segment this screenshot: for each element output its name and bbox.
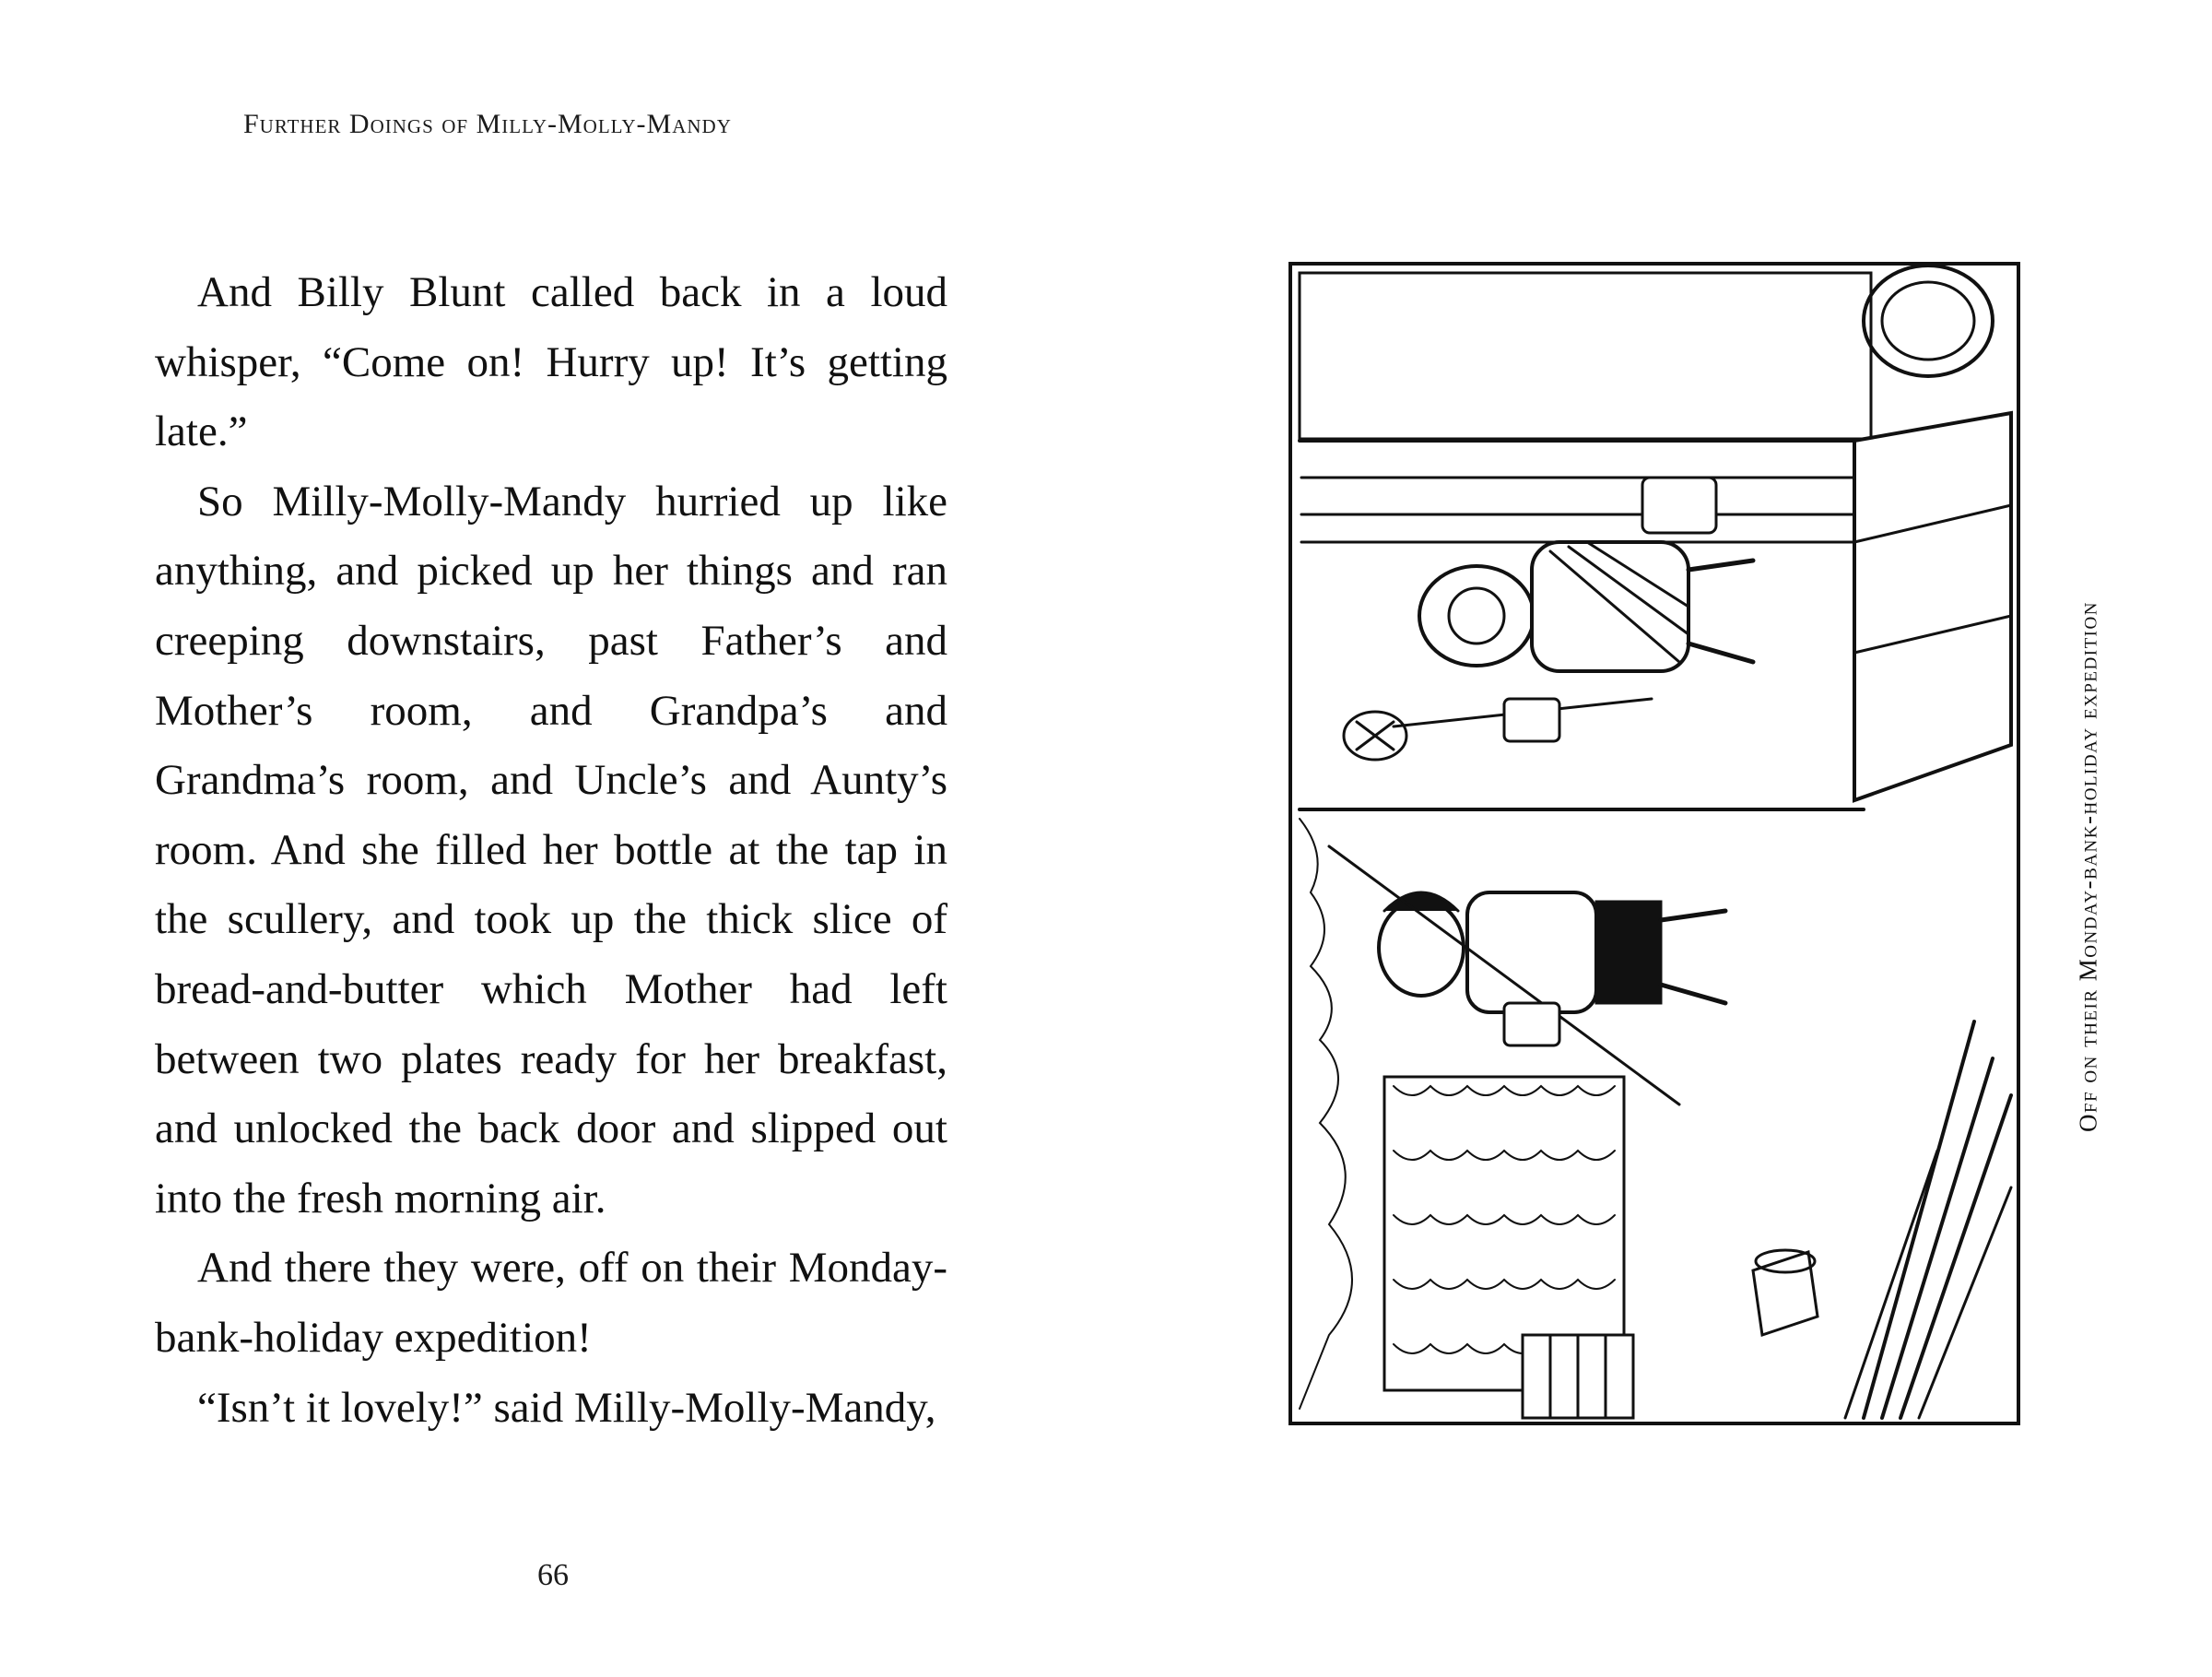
paragraph: And there they were, off on their Monday-bank-holiday expedition! [155,1244,947,1362]
paragraph: So Milly-Molly-Mandy hurried up like anything, and picked up her things and ran creeping downstairs, past Father’s and Mother’s room, and Grandpa’s and Grandma’s room, and Uncle’s and Aunty’s room. And she filled her bottle at the tap in the scullery, and took up the thick slice of bread-and-butter which Mother had left between two plates ready for her breakfast, and unlocked the back door and slipped out into the fresh morning air. [155,477,947,1222]
illustration-children-expedition [1288,262,2020,1425]
caption-container [2061,516,2116,1217]
paragraph: “Isn’t it lovely!” said Milly-Molly-Mandy, [197,1383,936,1432]
illustration-caption: Off on their Monday-bank-holiday expedition [2074,601,2102,1132]
right-page [1106,0,2212,1677]
running-head: Further Doings of Milly-Molly-Mandy [243,109,732,139]
paragraph: And Billy Blunt called back in a loud whisper, “Come on! Hurry up! It’s getting late.” [155,268,947,456]
page-number: 66 [537,1558,569,1592]
body-text [155,258,947,1443]
